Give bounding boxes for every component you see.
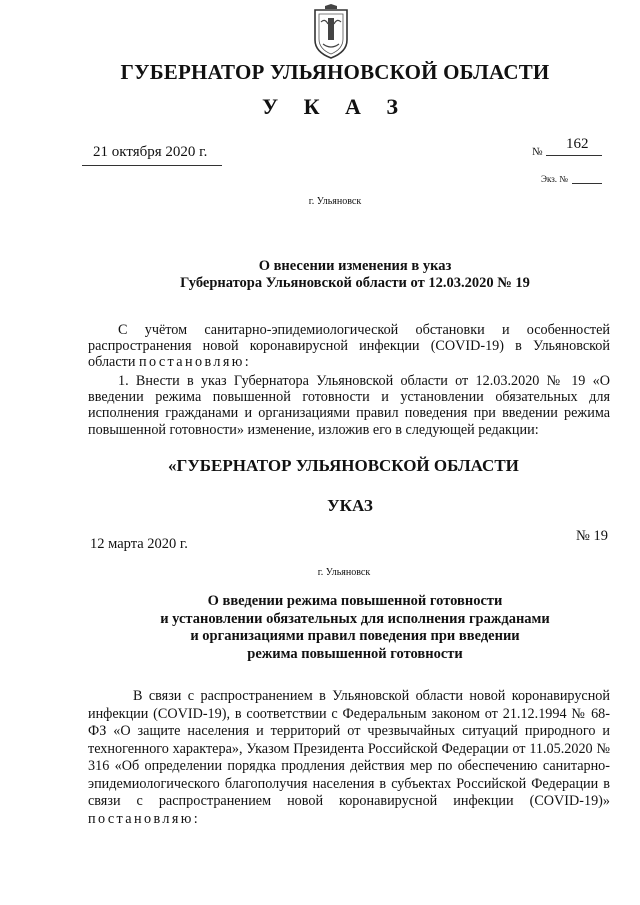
embedded-governor-heading: «ГУБЕРНАТОР УЛЬЯНОВСКОЙ ОБЛАСТИ [168, 456, 519, 475]
embedded-document-type: УКАЗ [327, 496, 373, 515]
embedded-title-line: режима повышенной готовности [247, 645, 463, 662]
embedded-preamble-paragraph [88, 688, 610, 828]
embedded-resolution-keyword: постановляю: [88, 810, 201, 827]
number-underline [546, 155, 602, 156]
decree-title-line: Губернатора Ульяновской области от 12.03.2020 № 19 [180, 275, 530, 291]
embedded-title-line: и организациями правил поведения при введении [190, 628, 520, 644]
document-type-heading: У К А З [261, 94, 409, 119]
copy-number-label: Экз. № [541, 174, 568, 184]
embedded-number: № 19 [576, 528, 608, 544]
clause-1-paragraph: 1. Внести в указ Губернатора Ульяновской области от 12.03.2020 № 19 «О введении режима повышенной готовности и установлении обязательных для исполнения гражданами и организациями правил поведения при введении режима повышенной готовности» изменение, изложив его в следующей редакции: [88, 373, 610, 438]
preamble-paragraph [88, 322, 610, 371]
decree-date: 21 октября 2020 г. [93, 144, 208, 160]
preamble-text: С учётом санитарно-эпидемиологической обстановки и особенностей распространения новой коронавирусной инфекции (COVID-19) в Ульяновской области [88, 322, 610, 371]
city-label: г. Ульяновск [308, 196, 362, 207]
embedded-date: 12 марта 2020 г. [90, 536, 188, 552]
embedded-title-line: О введении режима повышенной готовности [207, 593, 503, 609]
resolution-keyword: постановляю: [138, 354, 252, 371]
number-sign: № [532, 146, 543, 158]
embedded-decree-title [0, 593, 640, 663]
date-underline [82, 165, 222, 166]
coat-of-arms-icon [309, 4, 353, 60]
copy-number-underline [572, 183, 602, 184]
decree-title-line: О внесении изменения в указ [258, 258, 452, 274]
decree-number: 162 [566, 136, 589, 152]
embedded-city-label: г. Ульяновск [317, 567, 371, 578]
embedded-title-line: и установлении обязательных для исполнения гражданами [160, 610, 550, 627]
embedded-preamble-text: В связи с распространением в Ульяновской области новой коронавирусной инфекции (COVID-19), в соответствии с Федеральным законом от 21.12.1994 № 68-ФЗ «О защите населения и территорий от чрезвычайных ситуаций природного и техногенного характера», Указом Президента Российской Федерации от 11.05.2020 № 316 «Об определении порядка продления действия мер по обеспечению санитарно-эпидемиологического благополучия населения в субъектах Российской Федерации в связи с распространением новой коронавирусной инфекции (COVID-19)» [88, 688, 610, 809]
decree-title [0, 258, 640, 292]
governor-heading: ГУБЕРНАТОР УЛЬЯНОВСКОЙ ОБЛАСТИ [120, 60, 550, 84]
